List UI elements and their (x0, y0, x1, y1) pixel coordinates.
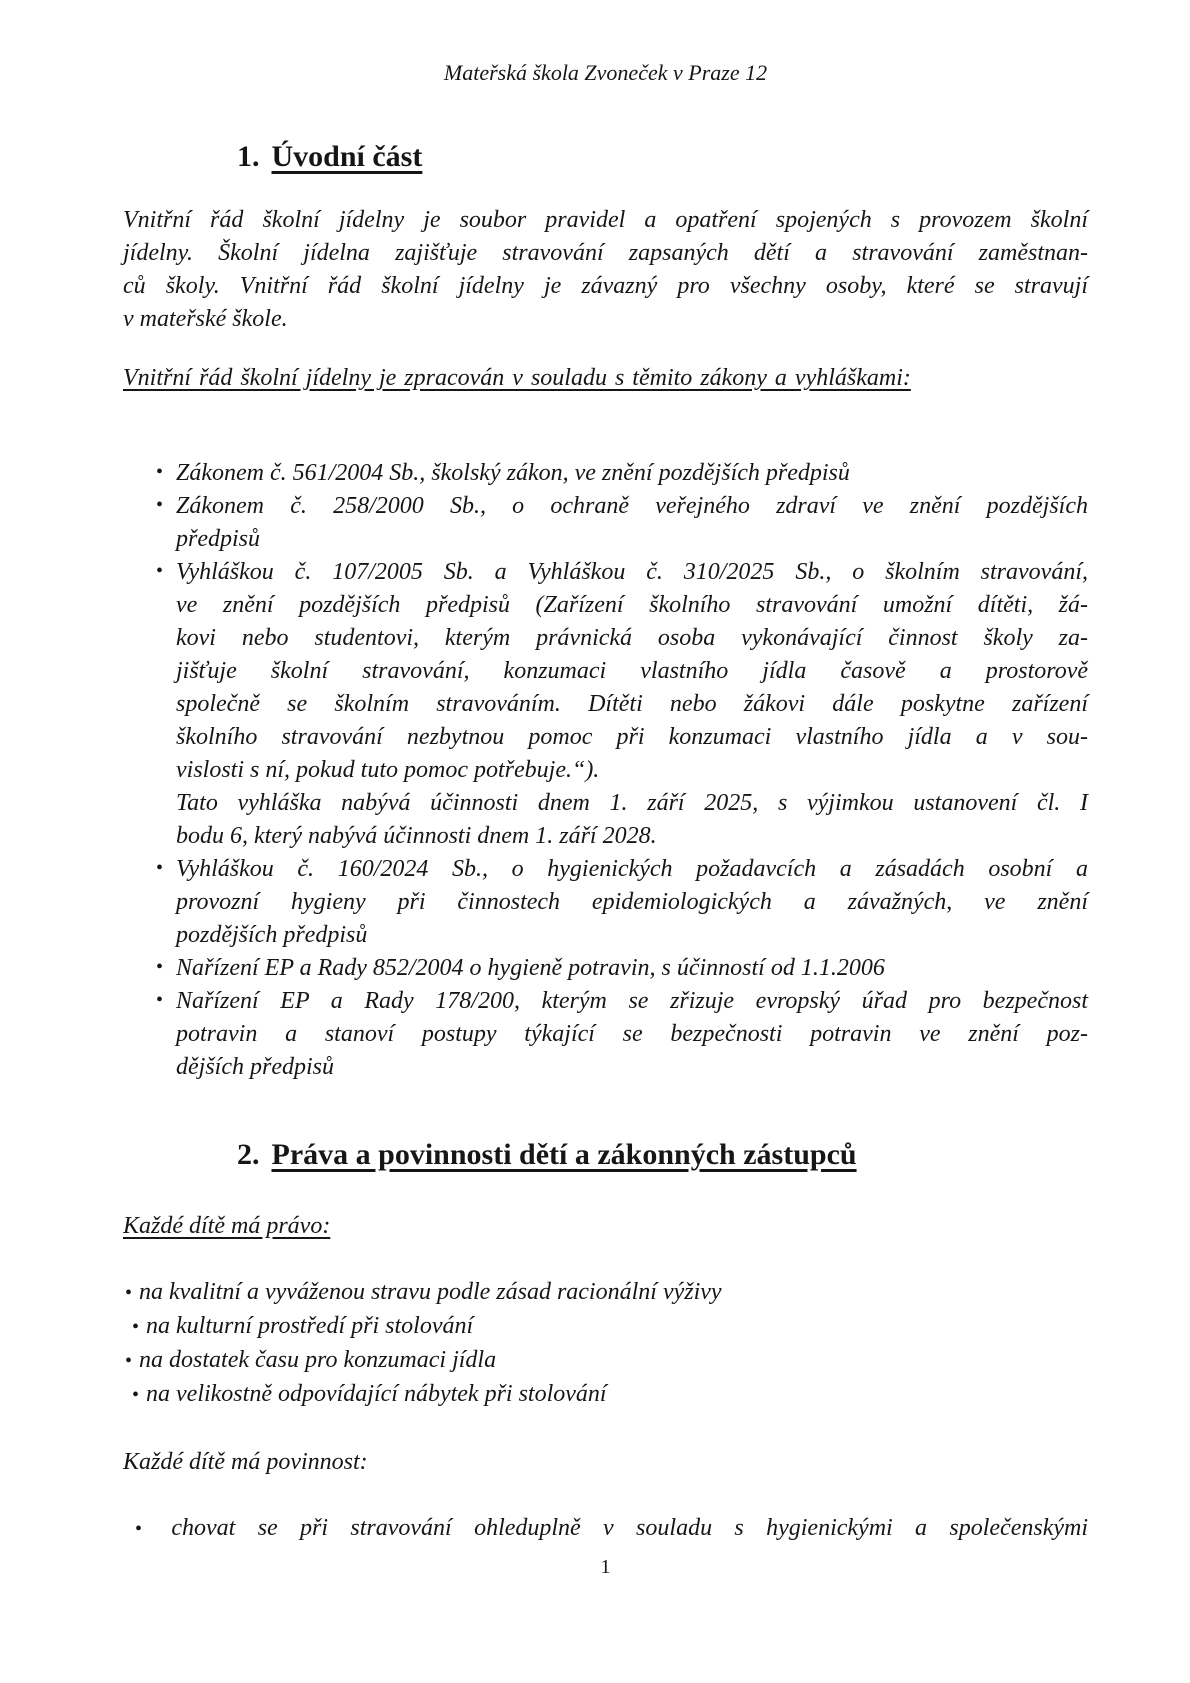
text-line: pozdějších předpisů (176, 922, 368, 948)
bullet-icon: • (156, 857, 164, 879)
law-item-text (176, 952, 1088, 985)
text-line: Tato vyhláška nabývá účinnosti dnem 1. září 2025, s výjimkou ustanovení čl. I (176, 790, 1088, 816)
text-line: dějších předpisů (176, 1054, 334, 1080)
text-line: Zákonem č. 258/2000 Sb., o ochraně veřejného zdraví ve znění pozdějších (176, 493, 1088, 519)
laws-list (123, 457, 1088, 1084)
text-line: školního stravování nezbytnou pomoc při konzumaci vlastního jídla a v sou- (176, 724, 1088, 750)
section-1-title: Úvodní část (271, 140, 423, 173)
law-item-text (176, 853, 1088, 952)
laws-list-heading: Vnitřní řád školní jídelny je zpracován v souladu s těmito zákony a vyhláškami: (123, 365, 911, 391)
bullet-icon: • (156, 956, 164, 978)
bullet-icon: • (156, 461, 164, 483)
right-item-text: na dostatek času pro konzumaci jídla (139, 1347, 497, 1373)
law-item-ep-852-2004 (123, 952, 1088, 985)
law-item-public-health (123, 490, 1088, 556)
section-2-heading (123, 1134, 1088, 1176)
right-item-quality-food (123, 1276, 1088, 1310)
right-item-text: na kvalitní a vyváženou stravu podle zásad racionální výživy (139, 1279, 722, 1305)
text-line: vislosti s ní, pokud tuto pomoc potřebuje.“). (176, 757, 600, 783)
right-item-cultural-environment (123, 1310, 1088, 1344)
law-item-school-meals-decree (123, 556, 1088, 853)
text-line: Nařízení EP a Rady 852/2004 o hygieně potravin, s účinností od 1.1.2006 (176, 955, 885, 981)
bullet-icon: • (156, 560, 164, 582)
text-line: ve znění pozdějších předpisů (Zařízení školního stravování umožní dítěti, žá- (176, 592, 1088, 618)
rights-heading: Každé dítě má právo: (123, 1213, 331, 1239)
text-line: jišťuje školní stravování, konzumaci vlastního jídla časově a prostorově (176, 658, 1088, 684)
bullet-icon: • (156, 989, 164, 1011)
right-item-suitable-furniture (123, 1378, 1088, 1412)
section-2-number: 2. (237, 1138, 260, 1171)
right-item-enough-time (123, 1344, 1088, 1378)
duty-item-text: chovat se při stravování ohleduplně v souladu s hygienickými a společenskými (171, 1515, 1089, 1541)
section-2-title: Práva a povinnosti dětí a zákonných zástupců (271, 1138, 857, 1171)
text-line: předpisů (176, 526, 260, 552)
text-line: jídelny. Školní jídelna zajišťuje stravování zapsaných dětí a stravování zaměstnan- (123, 240, 1088, 266)
text-line: v mateřské škole. (123, 306, 288, 332)
text-line: ců školy. Vnitřní řád školní jídelny je závazný pro všechny osoby, které se stravují (123, 273, 1088, 299)
bullet-icon: • (125, 1350, 133, 1372)
section-1-heading (123, 136, 1088, 178)
text-line: kovi nebo studentovi, kterým právnická osoba vykonávající činnost školy za- (176, 625, 1088, 651)
rights-list (123, 1276, 1088, 1412)
law-item-text (176, 985, 1088, 1084)
law-item-school-act (123, 457, 1088, 490)
intro-paragraph (123, 204, 1088, 336)
duties-heading: Každé dítě má povinnost: (123, 1449, 368, 1475)
law-item-text (176, 457, 1088, 490)
text-line: potravin a stanoví postupy týkající se bezpečnosti potravin ve znění poz- (176, 1021, 1088, 1047)
page-number: 1 (600, 1556, 611, 1578)
text-line: Vnitřní řád školní jídelny je soubor pravidel a opatření spojených s provozem školní (123, 207, 1088, 233)
text-line: Vyhláškou č. 160/2024 Sb., o hygienických požadavcích a zásadách osobní a (176, 856, 1088, 882)
document-header: Mateřská škola Zvoneček v Praze 12 (443, 60, 768, 85)
law-item-text (176, 556, 1088, 787)
bullet-icon: • (135, 1518, 143, 1540)
bullet-icon: • (125, 1282, 133, 1304)
law-item-hygiene-decree (123, 853, 1088, 952)
text-line: provozní hygieny při činnostech epidemiologických a závažných, ve znění (176, 889, 1088, 915)
law-item-text (176, 490, 1088, 556)
duty-item-behaviour (123, 1512, 1088, 1546)
text-line: bodu 6, který nabývá účinnosti dnem 1. září 2028. (176, 823, 657, 849)
text-line: společně se školním stravováním. Dítěti nebo žákovi dále poskytne zařízení (176, 691, 1088, 717)
right-item-text: na velikostně odpovídající nábytek při stolování (146, 1381, 607, 1407)
text-line: Vyhláškou č. 107/2005 Sb. a Vyhláškou č. 310/2025 Sb., o školním stravování, (176, 559, 1088, 585)
right-item-text: na kulturní prostředí při stolování (146, 1313, 474, 1339)
bullet-icon: • (132, 1316, 140, 1338)
bullet-icon: • (132, 1384, 140, 1406)
law-item-ep-178-200 (123, 985, 1088, 1084)
bullet-icon: • (156, 494, 164, 516)
section-1-number: 1. (237, 140, 260, 173)
law-item-note (176, 787, 1088, 853)
text-line: Nařízení EP a Rady 178/200, kterým se zřizuje evropský úřad pro bezpečnost (176, 988, 1088, 1014)
text-line: Zákonem č. 561/2004 Sb., školský zákon, ve znění pozdějších předpisů (176, 460, 850, 486)
